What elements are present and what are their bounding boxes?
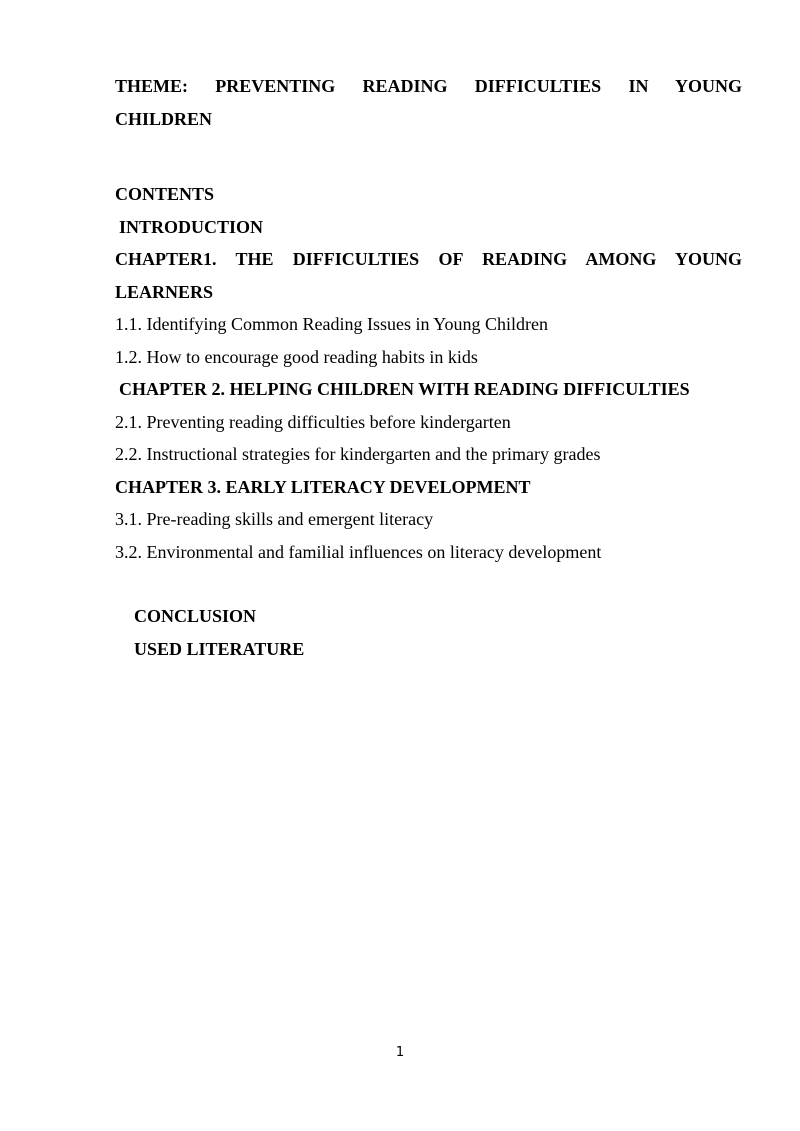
chapter-1-word: YOUNG <box>675 249 742 269</box>
theme-word: IN <box>628 76 649 96</box>
chapter-1-word: OF <box>438 249 463 269</box>
page-number: 1 <box>395 1045 405 1060</box>
chapter-1-word: AMONG <box>585 249 657 269</box>
toc-section-1-2: 1.2. How to encourage good reading habits in kids <box>115 346 478 367</box>
theme-title <box>115 70 742 103</box>
toc-section-2-1: 2.1. Preventing reading difficulties before kindergarten <box>115 411 511 432</box>
theme-title-line-2: CHILDREN <box>115 108 213 129</box>
toc-section-3-1: 3.1. Pre-reading skills and emergent literacy <box>115 509 434 529</box>
toc-chapter-2: CHAPTER 2. HELPING CHILDREN WITH READING DIFFICULTIES <box>119 379 690 399</box>
theme-word: DIFFICULTIES <box>474 76 602 96</box>
theme-word: PREVENTING <box>215 76 336 96</box>
chapter-1-word: DIFFICULTIES <box>292 249 420 269</box>
chapter-1-word: THE <box>235 249 274 269</box>
toc-chapter-3: CHAPTER 3. EARLY LITERACY DEVELOPMENT <box>115 476 531 497</box>
toc-chapter-1-line-2: LEARNERS <box>115 281 214 302</box>
toc-section-3-2: 3.2. Environmental and familial influences on literacy development <box>115 541 602 562</box>
theme-word: YOUNG <box>675 76 743 96</box>
toc-section-2-2: 2.2. Instructional strategies for kindergarten and the primary grades <box>115 444 601 464</box>
theme-word: READING <box>362 76 448 96</box>
theme-word: THEME: <box>115 76 189 96</box>
toc-chapter-1 <box>115 243 742 276</box>
chapter-1-word: READING <box>482 249 568 269</box>
toc-section-1-1: 1.1. Identifying Common Reading Issues in Young Children <box>115 314 548 334</box>
toc-conclusion: CONCLUSION <box>134 606 257 626</box>
chapter-1-word: CHAPTER1. <box>115 249 217 269</box>
contents-heading: CONTENTS <box>115 184 215 204</box>
document-page <box>115 70 742 665</box>
toc-used-literature: USED LITERATURE <box>134 638 305 659</box>
toc-introduction: INTRODUCTION <box>119 216 264 237</box>
